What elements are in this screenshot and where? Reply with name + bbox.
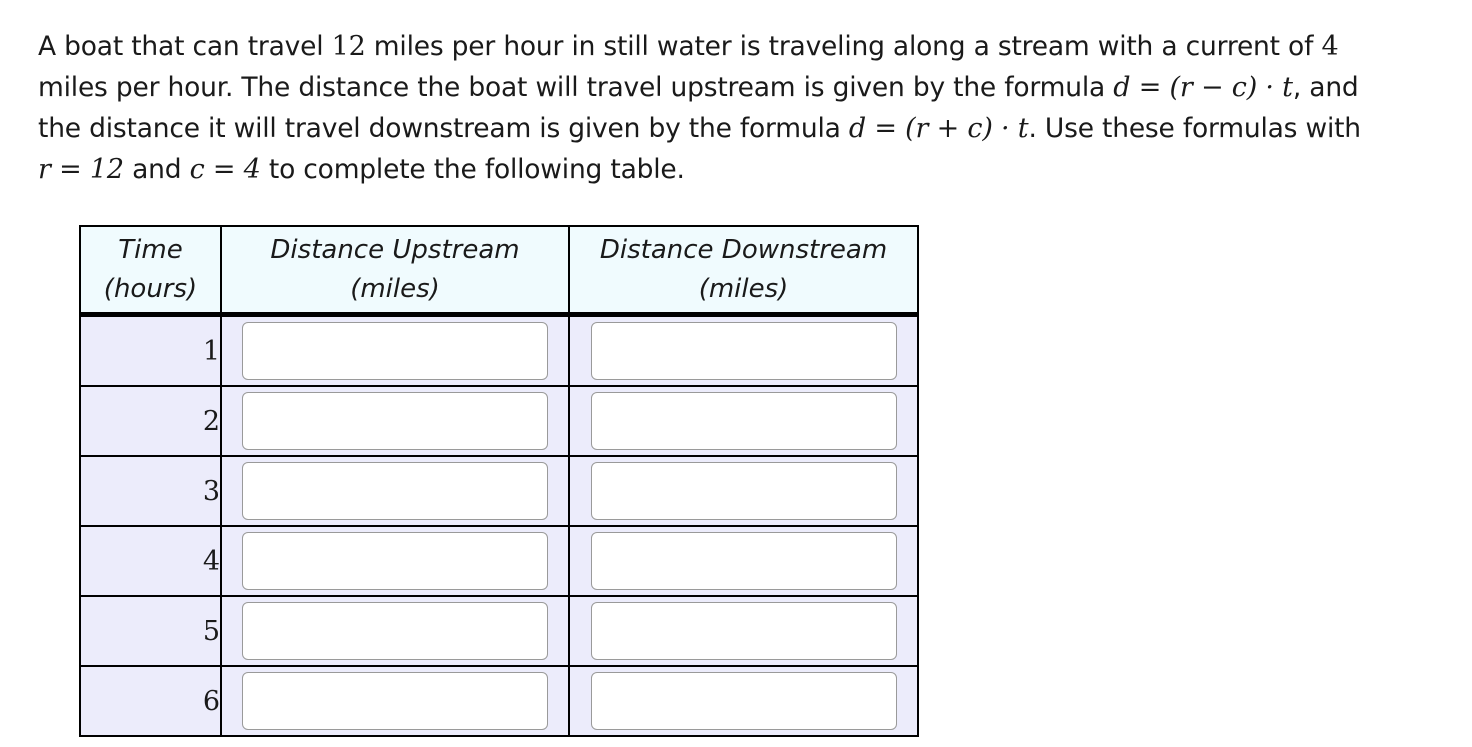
header-upstream <box>221 226 569 315</box>
downstream-input-3[interactable] <box>591 462 897 520</box>
downstream-cell <box>569 456 918 526</box>
problem-line-3 <box>38 108 1438 149</box>
table-header-row <box>80 226 918 315</box>
downstream-cell <box>569 666 918 736</box>
time-cell: 1 <box>80 315 221 387</box>
time-cell: 4 <box>80 526 221 596</box>
time-cell: 5 <box>80 596 221 666</box>
problem-text: the distance it will travel downstream is given by the formula <box>38 113 849 144</box>
downstream-formula: d = (r + c) · t <box>848 113 1029 144</box>
answer-table <box>79 225 919 737</box>
table-row <box>80 456 918 526</box>
header-time <box>80 226 221 315</box>
header-downstream-unit: (miles) <box>698 273 789 304</box>
upstream-cell <box>221 315 569 387</box>
problem-text: A boat that can travel <box>38 31 332 62</box>
downstream-input-2[interactable] <box>591 392 897 450</box>
downstream-cell <box>569 315 918 387</box>
problem-text: , and <box>1292 72 1359 103</box>
table-row <box>80 315 918 387</box>
table-row <box>80 386 918 456</box>
downstream-input-6[interactable] <box>591 672 897 730</box>
problem-text: . Use these formulas with <box>1028 113 1361 144</box>
upstream-input-2[interactable] <box>242 392 548 450</box>
header-time-label: Time <box>118 234 183 265</box>
upstream-formula: d = (r − c) · t <box>1113 72 1293 103</box>
downstream-input-4[interactable] <box>591 532 897 590</box>
rate-equation: r = 12 <box>38 154 124 185</box>
current-speed-value: 4 <box>1321 31 1339 62</box>
header-upstream-unit: (miles) <box>350 273 440 304</box>
upstream-input-3[interactable] <box>242 462 548 520</box>
time-cell: 3 <box>80 456 221 526</box>
problem-line-1 <box>38 26 1438 67</box>
time-cell: 6 <box>80 666 221 736</box>
upstream-cell <box>221 666 569 736</box>
time-cell: 2 <box>80 386 221 456</box>
problem-text: miles per hour in still water is traveling along a stream with a current of <box>365 31 1322 62</box>
downstream-input-1[interactable] <box>591 322 897 380</box>
downstream-cell <box>569 386 918 456</box>
downstream-cell <box>569 526 918 596</box>
header-upstream-label: Distance Upstream <box>270 234 520 265</box>
table-row <box>80 596 918 666</box>
current-equation: c = 4 <box>189 154 261 185</box>
upstream-cell <box>221 456 569 526</box>
problem-text: and <box>123 154 190 185</box>
upstream-input-4[interactable] <box>242 532 548 590</box>
upstream-cell <box>221 596 569 666</box>
problem-statement <box>38 26 1438 190</box>
upstream-input-1[interactable] <box>242 322 548 380</box>
header-downstream-label: Distance Downstream <box>599 234 888 265</box>
upstream-cell <box>221 386 569 456</box>
upstream-input-5[interactable] <box>242 602 548 660</box>
upstream-input-6[interactable] <box>242 672 548 730</box>
problem-line-4 <box>38 149 1438 190</box>
header-time-unit: (hours) <box>103 273 198 304</box>
problem-text: to complete the following table. <box>260 154 685 185</box>
upstream-cell <box>221 526 569 596</box>
downstream-cell <box>569 596 918 666</box>
table-row <box>80 526 918 596</box>
boat-speed-value: 12 <box>331 31 366 62</box>
downstream-input-5[interactable] <box>591 602 897 660</box>
header-downstream <box>569 226 918 315</box>
problem-line-2 <box>38 67 1438 108</box>
table-row <box>80 666 918 736</box>
problem-text: miles per hour. The distance the boat will travel upstream is given by the formula <box>38 72 1114 103</box>
